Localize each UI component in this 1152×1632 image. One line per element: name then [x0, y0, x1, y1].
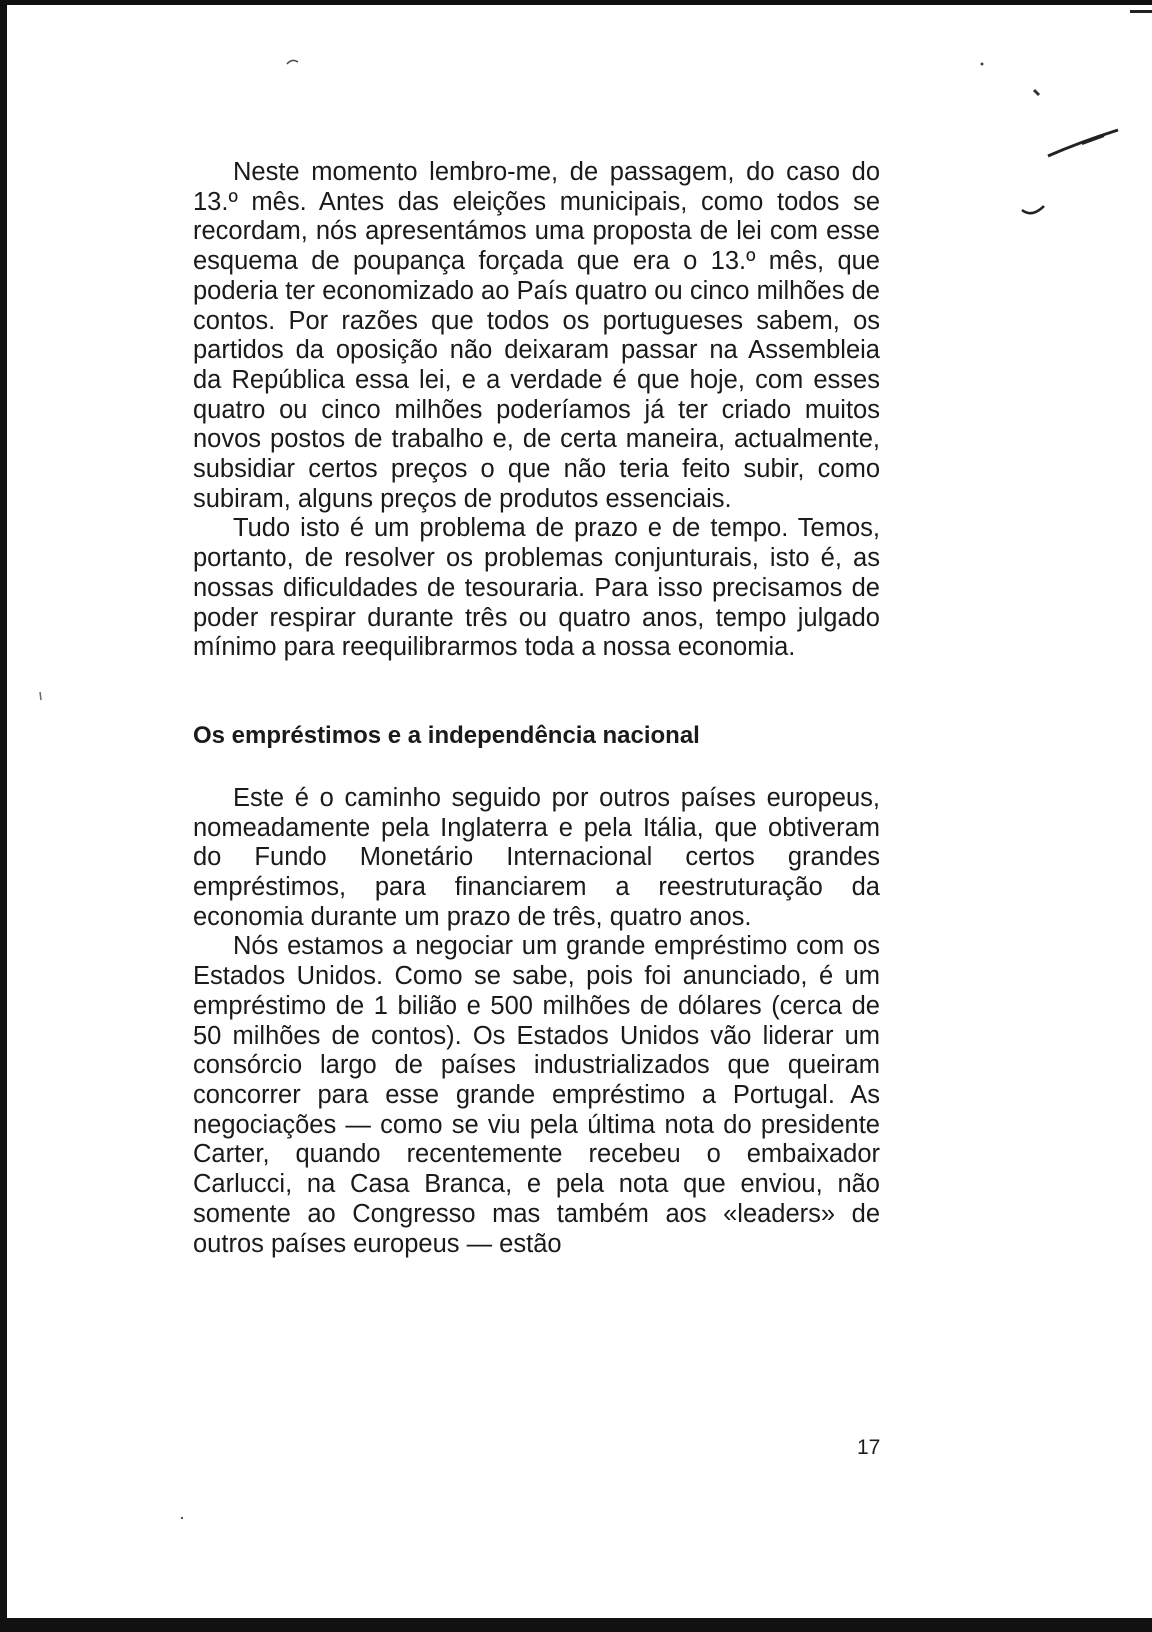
page-body: [193, 158, 880, 1259]
body-paragraph: Neste momento lembro-me, de passagem, do caso do 13.º mês. Antes das eleições municipais, como todos se recordam, nós apresentámos uma proposta de lei com esse esquema de poupança forçada que era o 13.º mês, que poderia ter economizado ao País quatro ou cinco milhões de contos. Por razões que todos os portugueses sabem, os partidos da oposição não deixaram passar na Assembleia da República essa lei, e a verdade é que hoje, com esses quatro ou cinco milhões poderíamos já ter criado muitos novos postos de trabalho e, de certa maneira, actualmente, subsidiar certos preços o que não teria feito subir, como subiram, alguns preços de produtos essenciais.: [193, 158, 880, 513]
section-heading: Os empréstimos e a independência nacional: [193, 721, 700, 749]
page-number: 17: [857, 1436, 881, 1459]
body-paragraph: Tudo isto é um problema de prazo e de tempo. Temos, portanto, de resolver os problemas conjunturais, isto é, as nossas dificuldades de tesouraria. Para isso precisamos de poder respirar durante três ou quatro anos, tempo julgado mínimo para reequilibrarmos toda a nossa economia.: [193, 514, 880, 662]
body-paragraph: Este é o caminho seguido por outros países europeus, nomeadamente pela Inglaterra e pela Itália, que obtiveram do Fundo Monetário Internacional certos grandes empréstimos, para financiarem a reestruturação da economia durante um prazo de três, quatro anos.: [193, 783, 880, 931]
body-paragraph: Nós estamos a negociar um grande empréstimo com os Estados Unidos. Como se sabe, pois foi anunciado, é um empréstimo de 1 bilião e 500 milhões de dólares (cerca de 50 milhões de contos). Os Estados Unidos vão liderar um consórcio largo de países industrializados que queiram concorrer para esse grande empréstimo a Portugal. As negociações — como se viu pela última nota do presidente Carter, quando recentemente recebeu o embaixador Carlucci, na Casa Branca, e pela nota que enviou, não somente ao Congresso mas também aos «leaders» de outros países europeus — estão: [193, 932, 880, 1258]
